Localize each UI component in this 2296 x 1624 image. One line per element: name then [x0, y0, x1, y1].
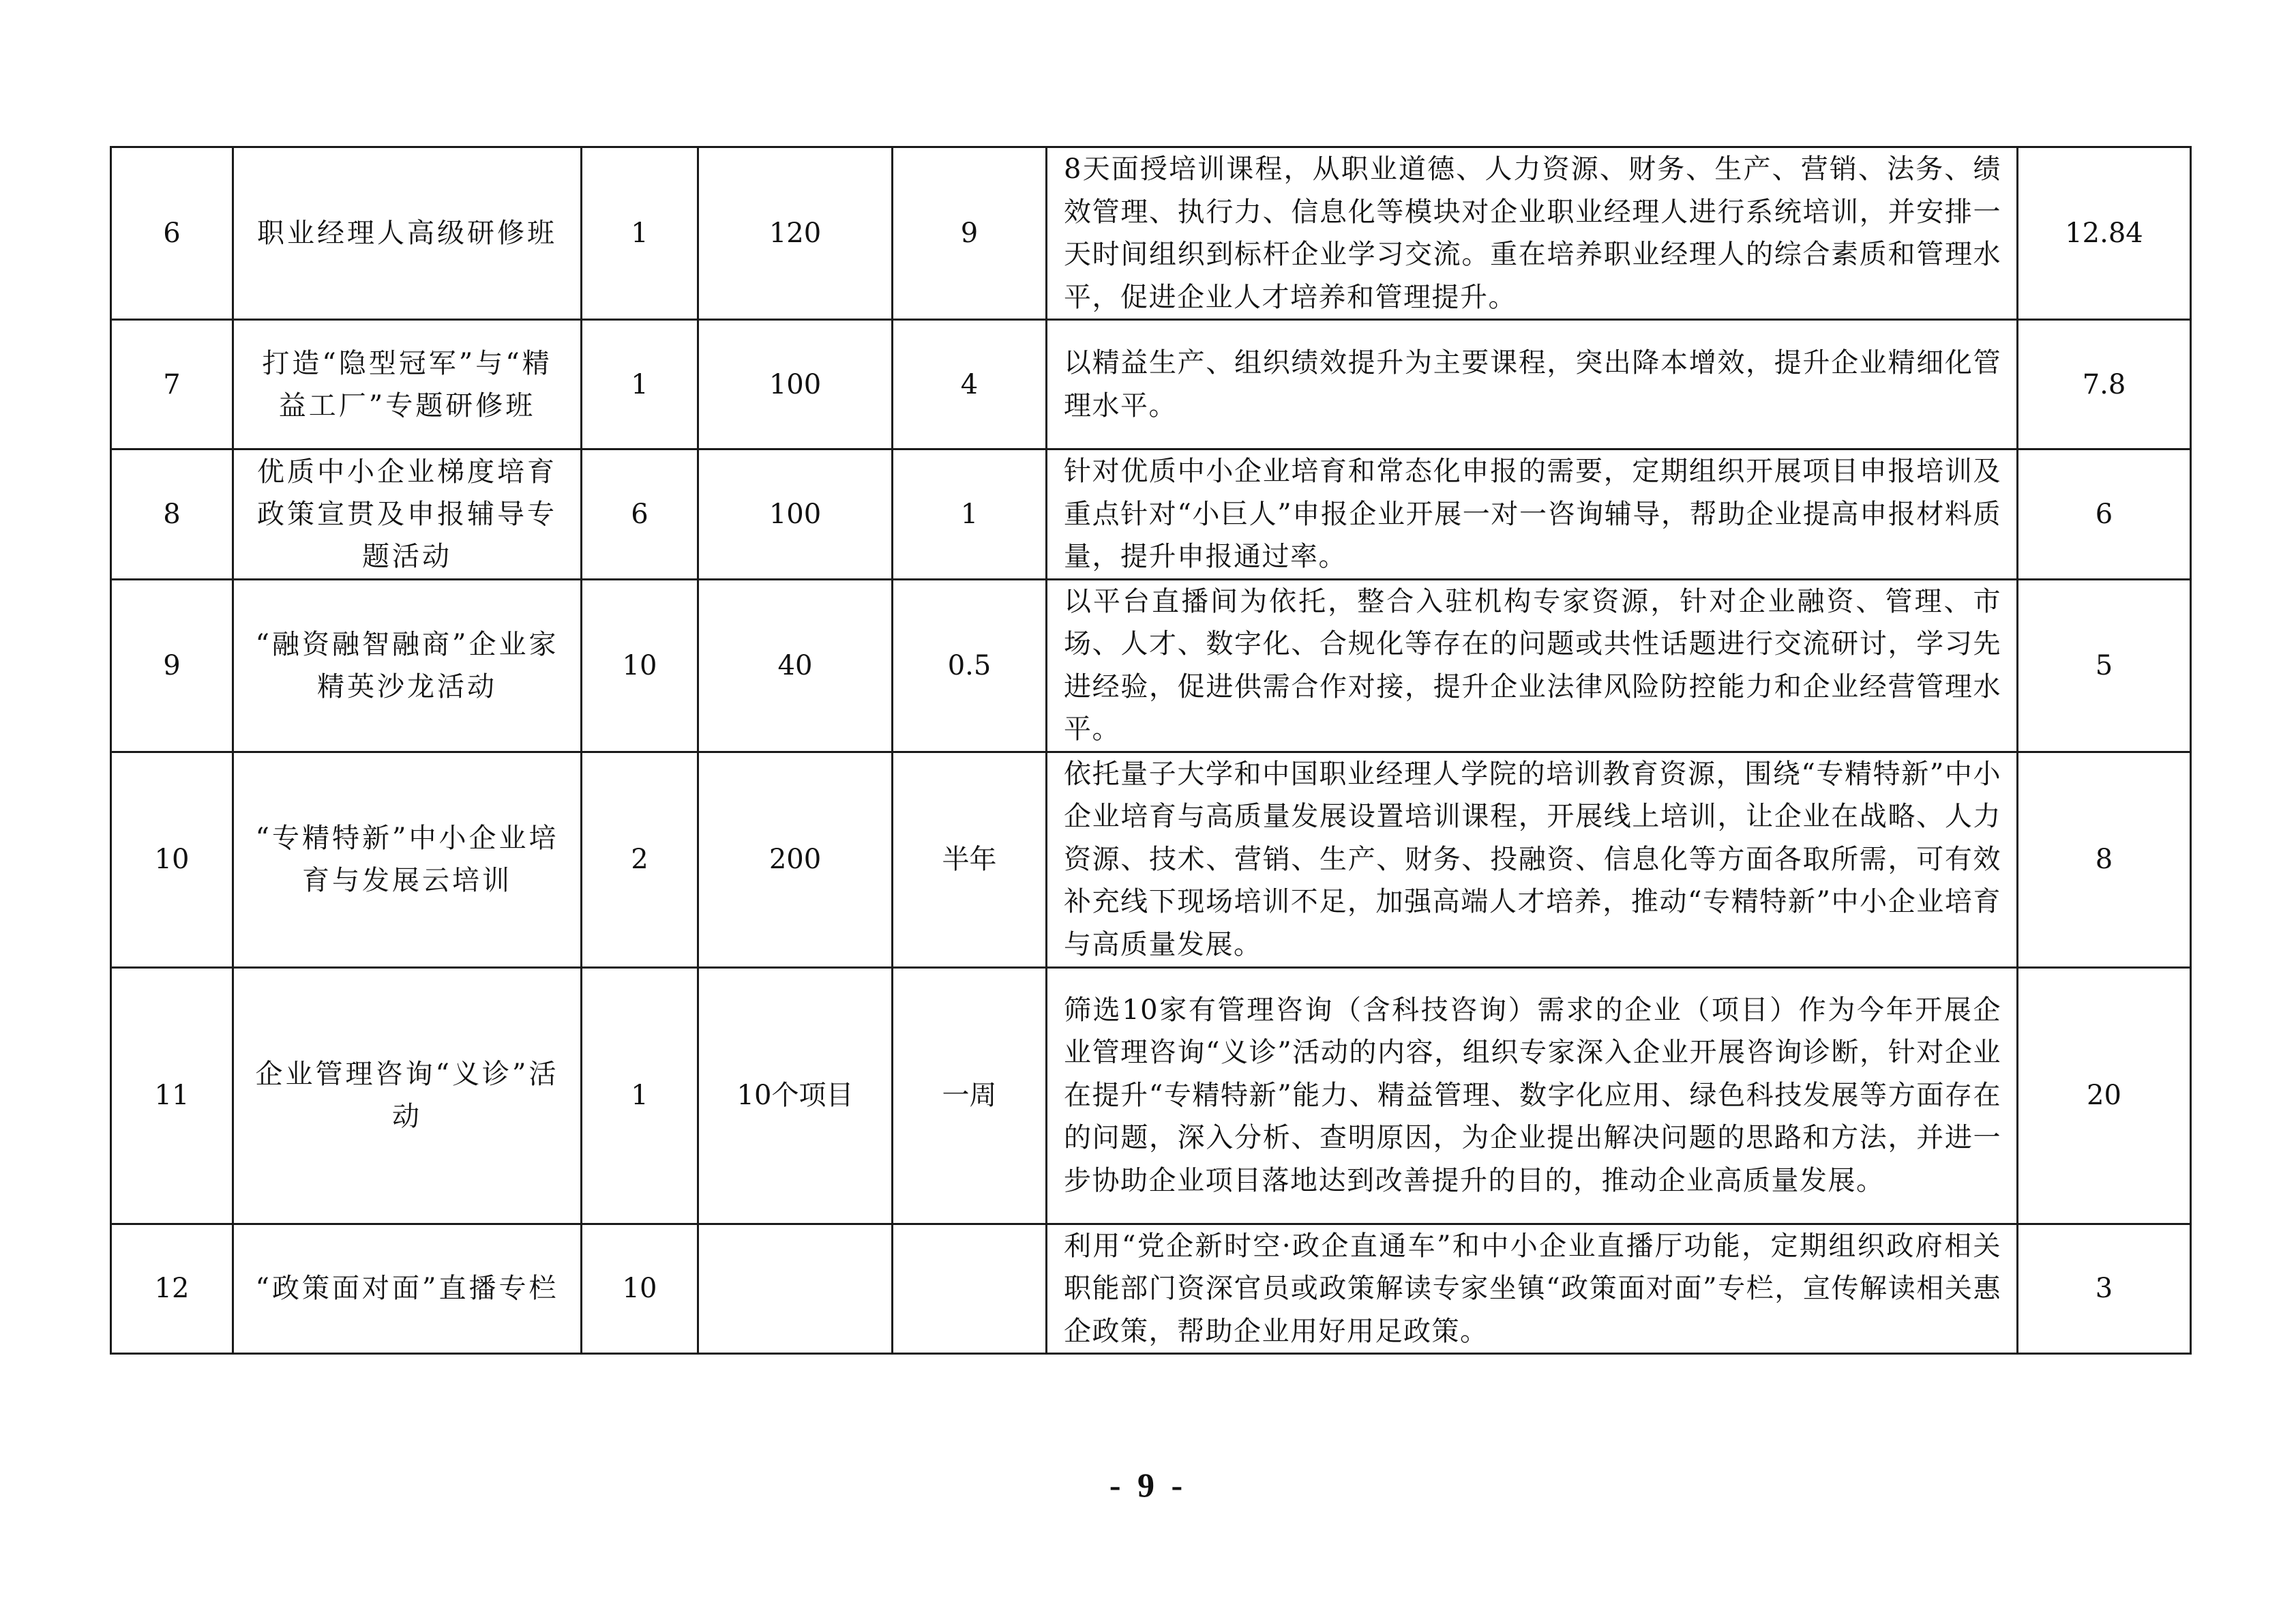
cell-count: 2 [582, 752, 698, 967]
cell-people: 100 [698, 449, 893, 580]
cell-no: 7 [111, 320, 233, 449]
cell-no: 8 [111, 449, 233, 580]
cell-amount: 3 [2018, 1224, 2191, 1354]
cell-no: 12 [111, 1224, 233, 1354]
cell-amount: 6 [2018, 449, 2191, 580]
cell-amount: 12.84 [2018, 147, 2191, 320]
table-row [111, 752, 2191, 967]
cell-days: 一周 [893, 967, 1047, 1224]
cell-desc: 利用“党企新时空·政企直通车”和中小企业直播厅功能，定期组织政府相关职能部门资深官员或政策解读专家坐镇“政策面对面”专栏，宣传解读相关惠企政策，帮助企业用好用足政策。 [1047, 1224, 2018, 1354]
cell-desc: 以精益生产、组织绩效提升为主要课程，突出降本增效，提升企业精细化管理水平。 [1047, 320, 2018, 449]
cell-desc: 依托量子大学和中国职业经理人学院的培训教育资源，围绕“专精特新”中小企业培育与高质量发展设置培训课程，开展线上培训，让企业在战略、人力资源、技术、营销、生产、财务、投融资、信息化等方面各取所需，可有效补充线下现场培训不足，加强高端人才培养，推动“专精特新”中小企业培育与高质量发展。 [1047, 752, 2018, 967]
cell-name: 优质中小企业梯度培育政策宣贯及申报辅导专题活动 [233, 449, 582, 580]
cell-people: 200 [698, 752, 893, 967]
program-table [110, 146, 2192, 1355]
cell-days [893, 1224, 1047, 1354]
cell-count: 1 [582, 147, 698, 320]
cell-count: 1 [582, 320, 698, 449]
cell-name: 打造“隐型冠军”与“精益工厂”专题研修班 [233, 320, 582, 449]
cell-days: 0.5 [893, 579, 1047, 752]
cell-no: 11 [111, 967, 233, 1224]
cell-name: “政策面对面”直播专栏 [233, 1224, 582, 1354]
cell-people [698, 1224, 893, 1354]
cell-people: 120 [698, 147, 893, 320]
cell-count: 10 [582, 579, 698, 752]
cell-no: 9 [111, 579, 233, 752]
cell-name: “专精特新”中小企业培育与发展云培训 [233, 752, 582, 967]
table-row [111, 967, 2191, 1224]
cell-no: 10 [111, 752, 233, 967]
cell-people: 10个项目 [698, 967, 893, 1224]
cell-days: 9 [893, 147, 1047, 320]
cell-days: 1 [893, 449, 1047, 580]
cell-people: 100 [698, 320, 893, 449]
cell-desc: 以平台直播间为依托，整合入驻机构专家资源，针对企业融资、管理、市场、人才、数字化、合规化等存在的问题或共性话题进行交流研讨，学习先进经验，促进供需合作对接，提升企业法律风险防控能力和企业经营管理水平。 [1047, 579, 2018, 752]
cell-desc: 针对优质中小企业培育和常态化申报的需要，定期组织开展项目申报培训及重点针对“小巨人”申报企业开展一对一咨询辅导，帮助企业提高申报材料质量，提升申报通过率。 [1047, 449, 2018, 580]
cell-name: 企业管理咨询“义诊”活动 [233, 967, 582, 1224]
cell-name: “融资融智融商”企业家精英沙龙活动 [233, 579, 582, 752]
cell-amount: 8 [2018, 752, 2191, 967]
table-row [111, 449, 2191, 580]
table-row [111, 147, 2191, 320]
cell-count: 1 [582, 967, 698, 1224]
cell-desc: 筛选10家有管理咨询（含科技咨询）需求的企业（项目）作为今年开展企业管理咨询“义诊”活动的内容，组织专家深入企业开展咨询诊断，针对企业在提升“专精特新”能力、精益管理、数字化应用、绿色科技发展等方面存在的问题，深入分析、查明原因，为企业提出解决问题的思路和方法，并进一步协助企业项目落地达到改善提升的目的，推动企业高质量发展。 [1047, 967, 2018, 1224]
cell-amount: 7.8 [2018, 320, 2191, 449]
cell-count: 10 [582, 1224, 698, 1354]
table-row [111, 320, 2191, 449]
cell-no: 6 [111, 147, 233, 320]
cell-count: 6 [582, 449, 698, 580]
cell-days: 半年 [893, 752, 1047, 967]
table-row [111, 579, 2191, 752]
cell-people: 40 [698, 579, 893, 752]
cell-amount: 5 [2018, 579, 2191, 752]
table-row [111, 1224, 2191, 1354]
cell-name: 职业经理人高级研修班 [233, 147, 582, 320]
cell-desc: 8天面授培训课程，从职业道德、人力资源、财务、生产、营销、法务、绩效管理、执行力、信息化等模块对企业职业经理人进行系统培训，并安排一天时间组织到标杆企业学习交流。重在培养职业经理人的综合素质和管理水平，促进企业人才培养和管理提升。 [1047, 147, 2018, 320]
page-number: - 9 - [1109, 1466, 1187, 1504]
cell-amount: 20 [2018, 967, 2191, 1224]
cell-days: 4 [893, 320, 1047, 449]
